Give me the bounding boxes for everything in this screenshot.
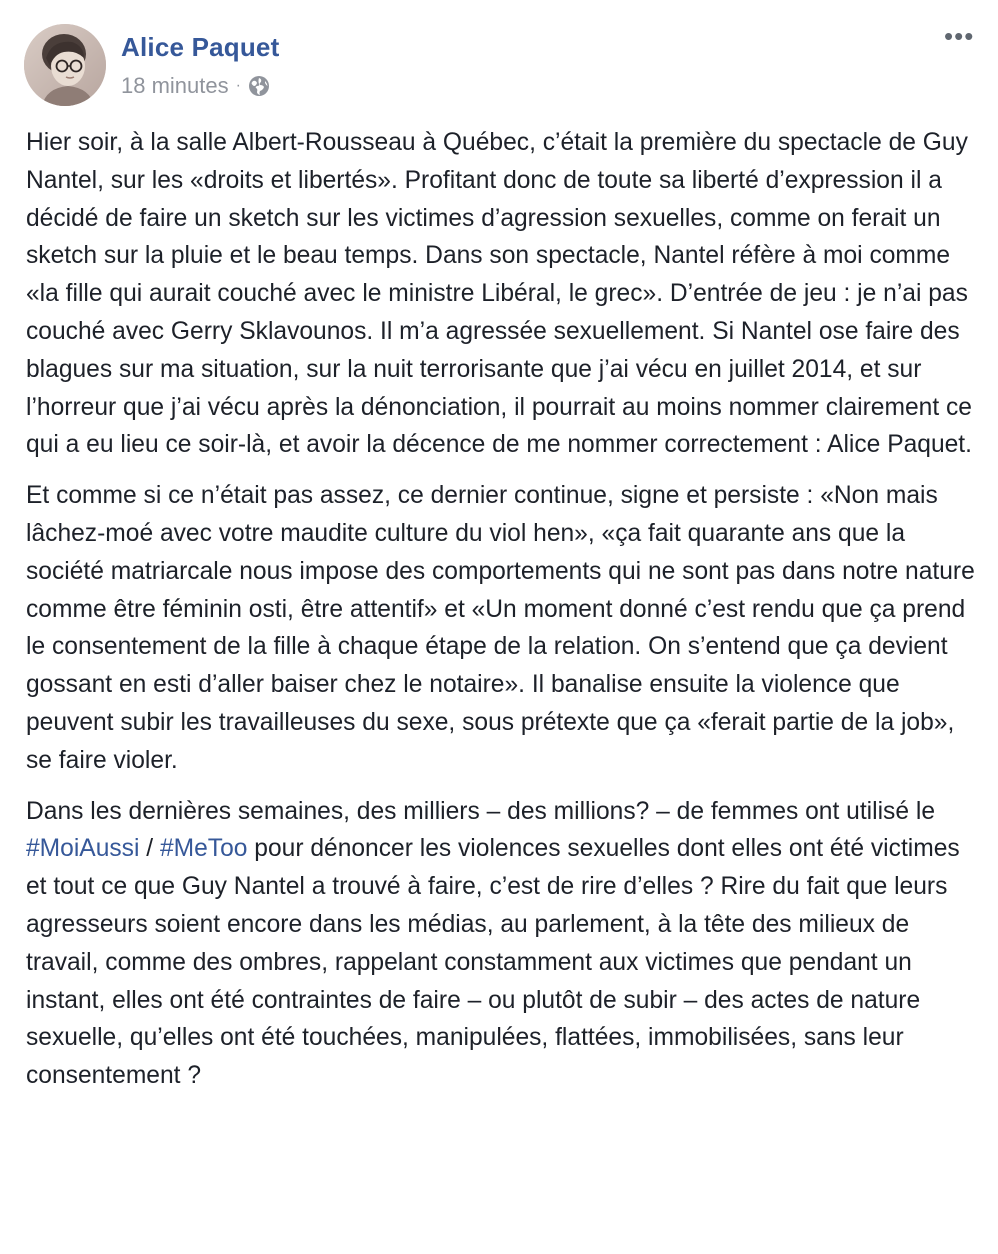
post-body xyxy=(26,124,976,1108)
hashtag-link-moiaussi[interactable]: #MoiAussi xyxy=(26,835,140,863)
post-paragraph-2: Et comme si ce n’était pas assez, ce dernier continue, signe et persiste : «Non mais lâchez-moé avec votre maudite culture du viol hen», «ça fait quarante ans que la société matriarcale nous impose des comportements qui ne sont pas dans notre nature comme être féminin osti, être attentif» et «Un moment donné c’est rendu que ça prend le consentement de la fille à chaque étape de la relation. On s’entend que ça devient gossant en esti d’aller baiser chez le notaire». Il banalise ensuite la violence que peuvent subir les travailleuses du sexe, sous prétexte que ça «ferait partie de la job», se faire violer. xyxy=(26,482,975,774)
author-name-link[interactable]: Alice Paquet xyxy=(121,32,280,62)
post-meta xyxy=(121,73,270,99)
more-options-icon[interactable]: ••• xyxy=(944,21,975,51)
avatar-image xyxy=(24,24,106,106)
paragraph-text: pour dénoncer les violences sexuelles dont elles ont été victimes et tout ce que Guy Nantel a trouvé à faire, c’est de rire d’elles ? Rire du fait que leurs agresseurs soient encore dans les médias, au parlement, à la tête des milieux de travail, comme des ombres, rappelant constamment aux victimes que pendant un instant, elles ont été contraintes de faire – ou plutôt de subir – des actes de nature sexuelle, qu’elles ont été touchées, manipulées, flattées, immobilisées, sans leur consentement ? xyxy=(26,835,960,1090)
meta-separator: · xyxy=(235,77,241,94)
post-header xyxy=(24,21,975,108)
profile-avatar[interactable] xyxy=(24,24,106,106)
paragraph-text: / xyxy=(139,835,160,863)
paragraph-text: Dans les dernières semaines, des milliers – des millions? – de femmes ont utilisé le xyxy=(26,797,935,825)
post-paragraph-3 xyxy=(26,793,976,1095)
post-timestamp[interactable]: 18 minutes xyxy=(121,73,229,98)
post-paragraph-1: Hier soir, à la salle Albert-Rousseau à Québec, c’était la première du spectacle de Guy Nantel, sur les «droits et libertés». Profitant donc de toute sa liberté d’expression il a décidé de faire un sketch sur les victimes d’agression sexuelles, comme on ferait un sketch sur la pluie et le beau temps. Dans son spectacle, Nantel réfère à moi comme «la fille qui aurait couché avec le ministre Libéral, le grec». D’entrée de jeu : je n’ai pas couché avec Gerry Sklavounos. Il m’a agressée sexuellement. Si Nantel ose faire des blagues sur ma situation, sur la nuit terrorisante que j’ai vécu en juillet 2014, et sur l’horreur que j’ai vécu après la dénonciation, il pourrait au moins nommer clairement ce qui a eu lieu ce soir-là, et avoir la décence de me nommer correctement : Alice Paquet. xyxy=(26,129,972,459)
hashtag-link-metoo[interactable]: #MeToo xyxy=(159,835,248,863)
globe-icon[interactable] xyxy=(248,75,270,97)
